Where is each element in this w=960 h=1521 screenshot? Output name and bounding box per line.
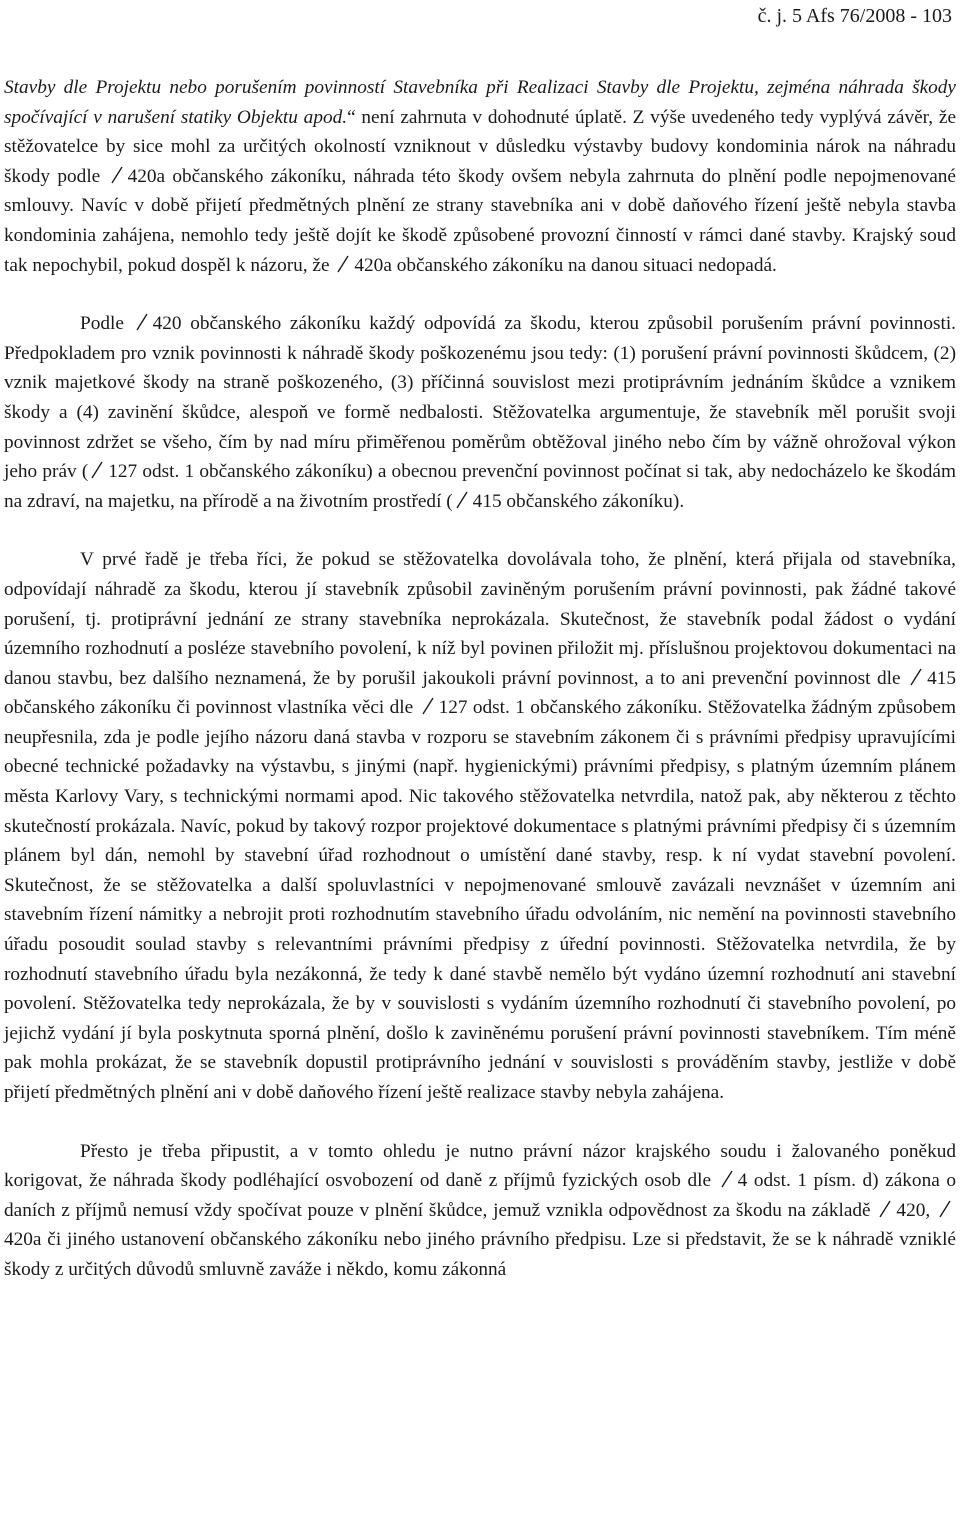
text-run: “ není zahrnuta v dohodnuté úplatě. Z výše uvedeného tedy vyplývá závěr, že stěžovatelce by sice mohl za určitých okolností vzniknout v důsledku výstavby budovy kondominia nárok na náhradu škody podle xyxy=(4,106,956,187)
paragraph-1 xyxy=(4,73,956,280)
section-sign-icon xyxy=(938,1199,952,1219)
text-run: Přesto je třeba připustit, a v tomto ohledu je nutno právní názor krajského soudu i žalovaného poněkud korigovat, že náhrada škody podléhající osvobození od daně z příjmů fyzických osob dle xyxy=(4,1140,956,1192)
text-run: 420a občanského zákoníku, náhrada této škody ovšem nebyla zahrnuta do plnění podle nepojmenované smlouvy. Navíc v době přijetí předmětných plnění ze strany stavebníka ani v době daňového řízení ještě nebyla stavba kondominia zahájena, nemohlo tedy ještě dojít ke škodě způsobené provozní činností v rámci dané stavby. Krajský soud tak nepochybil, pokud dospěl k názoru, že xyxy=(4,165,956,276)
text-run: 415 občanského zákoníku či povinnost vlastníka věci dle xyxy=(4,667,956,719)
section-sign-icon xyxy=(455,490,469,510)
section-sign-icon xyxy=(909,667,923,687)
text-run: 415 občanského zákoníku). xyxy=(472,490,685,512)
text-run: V prvé řadě je třeba říci, že pokud se stěžovatelka dovolávala toho, že plnění, která přijala od stavebníka, odpovídají náhradě za škodu, kterou jí stavebník způsobil zaviněným porušením právní povinnosti, pak žádné takové porušení, tj. protiprávní jednání ze strany stavebníka neprokázala. Skutečnost, že stavebník podal žádost o vydání územního rozhodnutí a posléze stavebního povolení, k níž byl povinen přiložit mj. příslušnou projektovou dokumentaci na danou stavbu, bez dalšího neznamená, že by porušil jakoukoli právní povinnost, a to ani prevenční povinnost dle xyxy=(4,549,956,689)
text-run: 420a občanského zákoníku na danou situaci nedopadá. xyxy=(354,254,777,276)
section-sign-icon xyxy=(90,460,104,480)
text-run: 420 občanského zákoníku každý odpovídá za škodu, kterou způsobil porušením právní povinnosti. Předpokladem pro vznik povinnosti k náhradě škody poškozenému jsou tedy: (1) porušení právní povinnosti škůdcem, (2) vznik majetkové škody na straně poškozeného, (3) příčinná souvislost mezi protiprávním jednáním škůdce a vznikem škody a (4) zavinění škůdce, alespoň ve formě nedbalosti. Stěžovatelka argumentuje, že stavebník měl porušit svoji povinnost zdržet se všeho, čím by nad míru přiměřenou poměrům obtěžoval jiného nebo čím by vážně ohrožoval výkon jeho práv ( xyxy=(4,313,956,483)
paragraph-2 xyxy=(4,309,956,516)
section-sign-icon xyxy=(135,312,149,332)
case-number: č. j. 5 Afs 76/2008 - 103 xyxy=(757,5,952,27)
section-sign-icon xyxy=(421,696,435,716)
section-sign-icon xyxy=(720,1169,734,1189)
document-page xyxy=(4,0,956,1285)
contract-quote: Stavby dle Projektu nebo porušením povinností Stavebníka při Realizaci Stavby dle Projektu, zejména náhrada škody spočívající v narušení statiky Objektu apod. xyxy=(4,77,956,128)
text-run: Podle xyxy=(80,313,124,335)
section-sign-icon xyxy=(878,1199,892,1219)
paragraph-4 xyxy=(4,1137,956,1285)
section-sign-icon xyxy=(110,165,124,185)
text-run: 127 odst. 1 občanského zákoníku) a obecnou prevenční povinnost počínat si tak, aby nedocházelo ke škodám na zdraví, na majetku, na přírodě a na životním prostředí ( xyxy=(4,461,956,512)
section-sign-icon xyxy=(336,254,350,274)
text-run: 420, xyxy=(896,1199,931,1221)
text-run: 420a či jiného ustanovení občanského zákoníku nebo jiného právního předpisu. Lze si představit, že se k náhradě vzniklé škody z určitých důvodů smluvně zaváže i někdo, komu zákonná xyxy=(4,1229,956,1280)
text-run: 127 odst. 1 občanského zákoníku. Stěžovatelka žádným způsobem neupřesnila, zda je podle jejího názoru daná stavba v rozporu se stavebním zákonem či s právními předpisy upravujícími obecné technické požadavky na výstavbu, s jinými (např. hygienickými) právními předpisy, s platným územním plánem města Karlovy Vary, s technickými normami apod. Nic takového stěžovatelka netvrdila, natož pak, aby některou z těchto skutečností prokázala. Navíc, pokud by takový rozpor projektové dokumentace s platnými právními předpisy či s územním plánem byl dán, nemohl by stavební úřad rozhodnout o umístění dané stavby, resp. k ní vydat stavební povolení. Skutečnost, že se stěžovatelka a další spoluvlastníci v nepojmenované smlouvě zavázali nevznášet v územním ani stavebním řízení námitky a nebrojit proti rozhodnutím stavebního úřadu odvoláním, nic nemění na povinnosti stavebního úřadu posoudit soulad stavby s relevantními právními předpisy z úřední povinnosti. Stěžovatelka netvrdila, že by rozhodnutí stavebního úřadu byla nezákonná, že tedy k dané stavbě nemělo být vydáno územní rozhodnutí ani stavební povolení. Stěžovatelka tedy neprokázala, že by v souvislosti s vydáním územního rozhodnutí či stavebního povolení, po jejichž vydání jí byla poskytnuta sporná plnění, došlo k zaviněnému porušení právní povinnosti stavebníkem. Tím méně pak mohla prokázat, že se stavebník dopustil protiprávního jednání v souvislosti s prováděním stavby, jestliže v době přijetí předmětných plnění ani v době daňového řízení ještě realizace stavby nebyla zahájena. xyxy=(4,697,956,1103)
text-run: 4 odst. 1 písm. d) zákona o daních z příjmů nemusí vždy spočívat pouze v plnění škůdce, jemuž vznikla odpovědnost za škodu na základě xyxy=(4,1170,956,1221)
paragraph-3 xyxy=(4,545,956,1107)
